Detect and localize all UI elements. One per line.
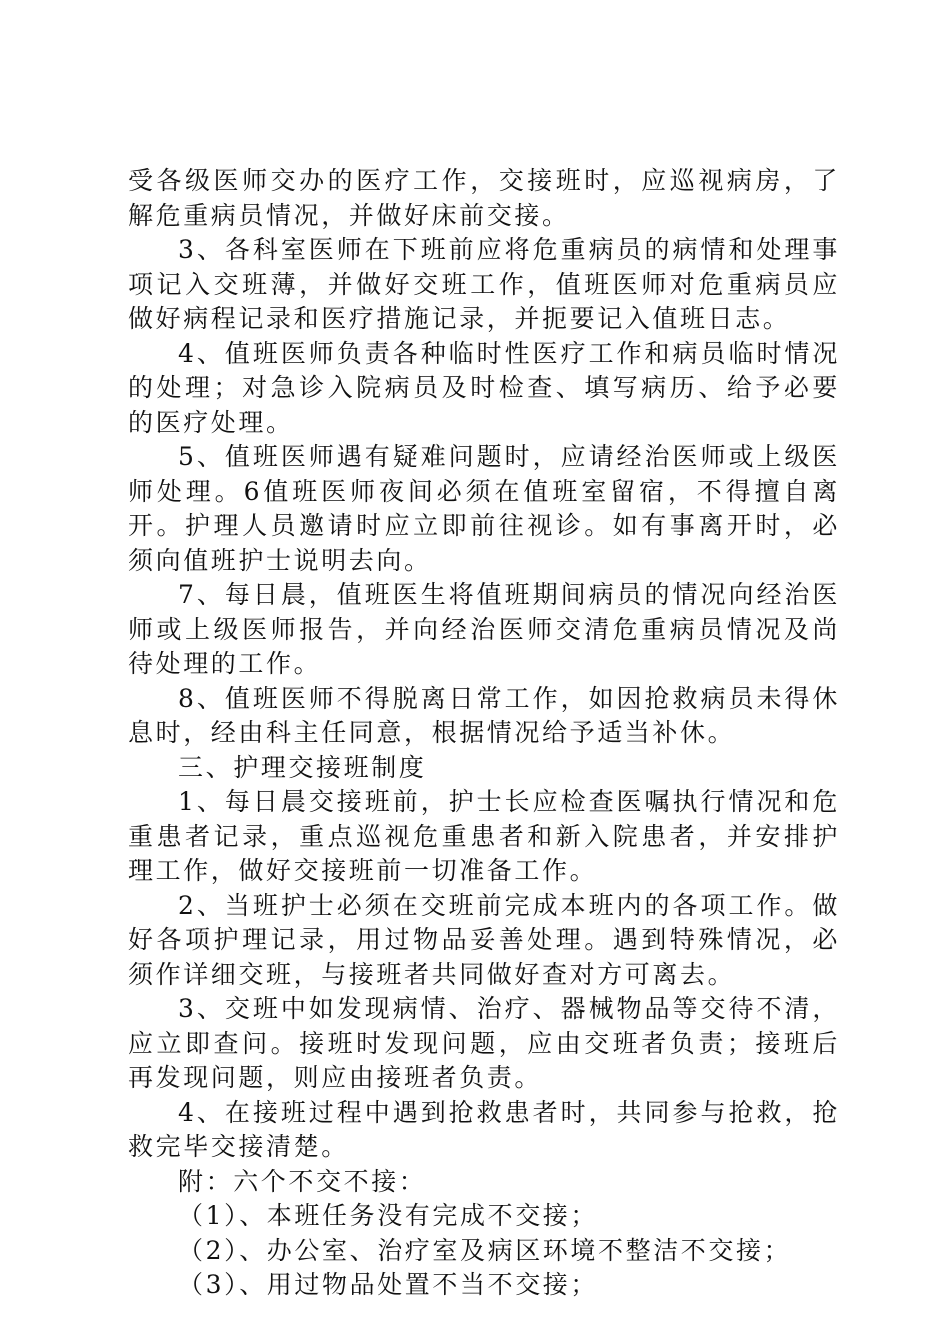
paragraph-nursing-3: 3、交班中如发现病情、治疗、器械物品等交待不清，应立即查问。接班时发现问题，应由交班者负责；接班后再发现问题，则应由接班者负责。 [128, 994, 840, 1092]
appendix-item-1: （1）、本班任务没有完成不交接； [178, 1201, 599, 1230]
appendix-item-2: （2）、办公室、治疗室及病区环境不整洁不交接； [178, 1235, 792, 1265]
paragraph-item-8: 8、值班医师不得脱离日常工作，如因抢救病员未得休息时，经由科主任同意，根据情况给予适当补休。 [128, 683, 840, 747]
paragraph-nursing-4: 4、在接班过程中遇到抢救患者时，共同参与抢救，抢救完毕交接清楚。 [128, 1097, 840, 1161]
paragraph-item-5: 5、值班医师遇有疑难问题时，应请经治医师或上级医师处理。6值班医师夜间必须在值班室留宿，不得擅自离开。护理人员邀请时应立即前往视诊。如有事离开时，必须向值班护士说明去向。 [128, 442, 840, 575]
paragraph-nursing-2: 2、当班护士必须在交班前完成本班内的各项工作。做好各项护理记录，用过物品妥善处理。遇到特殊情况，必须作详细交班，与接班者共同做好查对方可离去。 [128, 890, 840, 989]
document-body [128, 164, 840, 1303]
appendix-heading: 附：六个不交不接： [178, 1166, 427, 1196]
paragraph-continuation: 受各级医师交办的医疗工作，交接班时，应巡视病房，了解危重病员情况，并做好床前交接。 [128, 166, 840, 230]
section-heading: 三、护理交接班制度 [178, 752, 427, 782]
appendix-item-3: （3）、用过物品处置不当不交接； [178, 1270, 599, 1299]
paragraph-item-3: 3、各科室医师在下班前应将危重病员的病情和处理事项记入交班薄，并做好交班工作，值班医师对危重病员应做好病程记录和医疗措施记录，并扼要记入值班日志。 [128, 235, 840, 333]
paragraph-nursing-1: 1、每日晨交接班前，护士长应检查医嘱执行情况和危重患者记录，重点巡视危重患者和新入院患者，并安排护理工作，做好交接班前一切准备工作。 [128, 787, 840, 885]
paragraph-item-7: 7、每日晨，值班医生将值班期间病员的情况向经治医师或上级医师报告，并向经治医师交清危重病员情况及尚待处理的工作。 [128, 580, 840, 678]
paragraph-item-4: 4、值班医师负责各种临时性医疗工作和病员临时情况的处理；对急诊入院病员及时检查、填写病历、给予必要的医疗处理。 [128, 338, 840, 437]
